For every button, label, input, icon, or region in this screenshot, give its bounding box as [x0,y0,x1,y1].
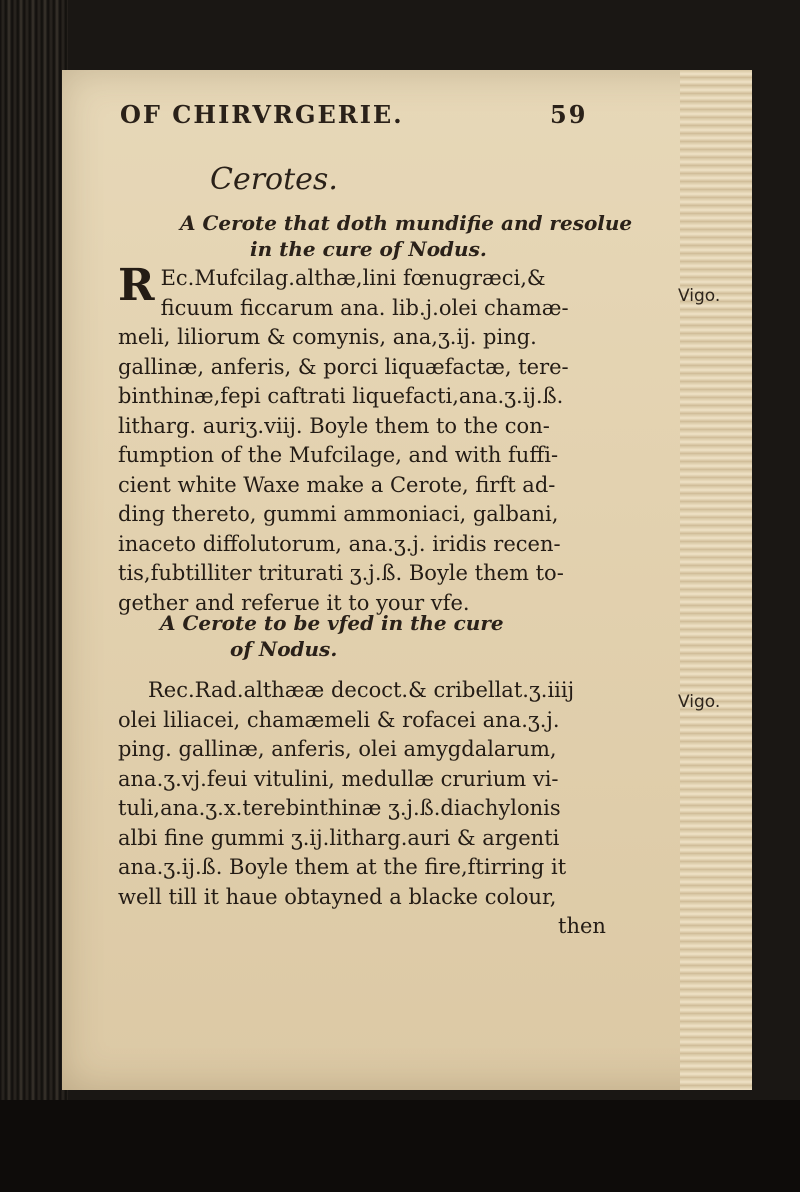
text-line: cient white Waxe make a Cerote, firft ad- [118,472,556,497]
text-line: ana.ʒ.ij.ß. Boyle them at the fire,ftirring it [118,855,567,879]
section1-heading [160,210,640,262]
text-line: ana.ʒ.vj.feui vitulini, medullæ crurium vi- [118,766,559,791]
page-number: 59 [550,100,588,129]
page-stack-edge [0,0,68,1192]
heading-line: A Cerote to be vfed in the cure [160,611,504,635]
running-header [120,100,680,140]
drop-cap: R [118,260,155,311]
text-line: meli, liliorum & comynis, ana,ʒ.ij. ping. [118,325,537,349]
heading-line: of Nodus. [230,637,338,661]
text-line: gallinæ, anferis, & porci liquæfactæ, tere- [118,354,569,379]
text-line: tis,fubtilliter triturati ʒ.j.ß. Boyle them to- [118,561,564,585]
running-title: OF CHIRVRGERIE. [120,100,404,129]
text-line: litharg. auriʒ.viij. Boyle them to the con- [118,413,550,438]
text-line: fumption of the Mufcilage, and with fuffi- [118,443,559,467]
text-line: ficuum ficcarum ana. lib.j.olei chamæ- [160,295,569,320]
section2-recipe [118,676,678,942]
text-line: tuli,ana.ʒ.x.terebinthinæ ʒ.j.ß.diachylonis [118,796,561,820]
heading-line: A Cerote that doth mundifie and resolue [180,211,633,235]
text-line: ding thereto, gummi ammoniaci, galbani, [118,502,559,526]
text-line: Ec.Mufcilag.althæ,lini fœnugræci,& [160,266,546,290]
text-line: inaceto diffolutorum, ana.ʒ.j. iridis recen- [118,531,561,556]
text-line: binthinæ,fepi caftrati liquefacti,ana.ʒ.ij.ß. [118,384,564,408]
heading-line: in the cure of Nodus. [250,237,487,261]
text-line: olei liliacei, chamæmeli & rofacei ana.ʒ.j. [118,707,560,732]
margin-note: Vigo. [678,286,721,306]
text-line: albi fine gummi ʒ.ij.litharg.auri & argenti [118,825,560,850]
page-title: Cerotes. [210,162,338,197]
section1-recipe [118,260,678,618]
page-fore-edge [680,70,752,1090]
catchword: then [558,914,606,938]
text-line: well till it haue obtayned a blacke colour, [118,884,557,909]
section2-heading [160,610,640,662]
text-line: ping. gallinæ, anferis, olei amygdalarum, [118,737,557,761]
margin-note: Vigo. [678,692,721,712]
scan-background [0,1100,800,1192]
text-line: Rec.Rad.althææ decoct.& cribellat.ʒ.iiij [148,678,575,702]
text-line: gether and referue it to your vfe. [118,590,470,615]
